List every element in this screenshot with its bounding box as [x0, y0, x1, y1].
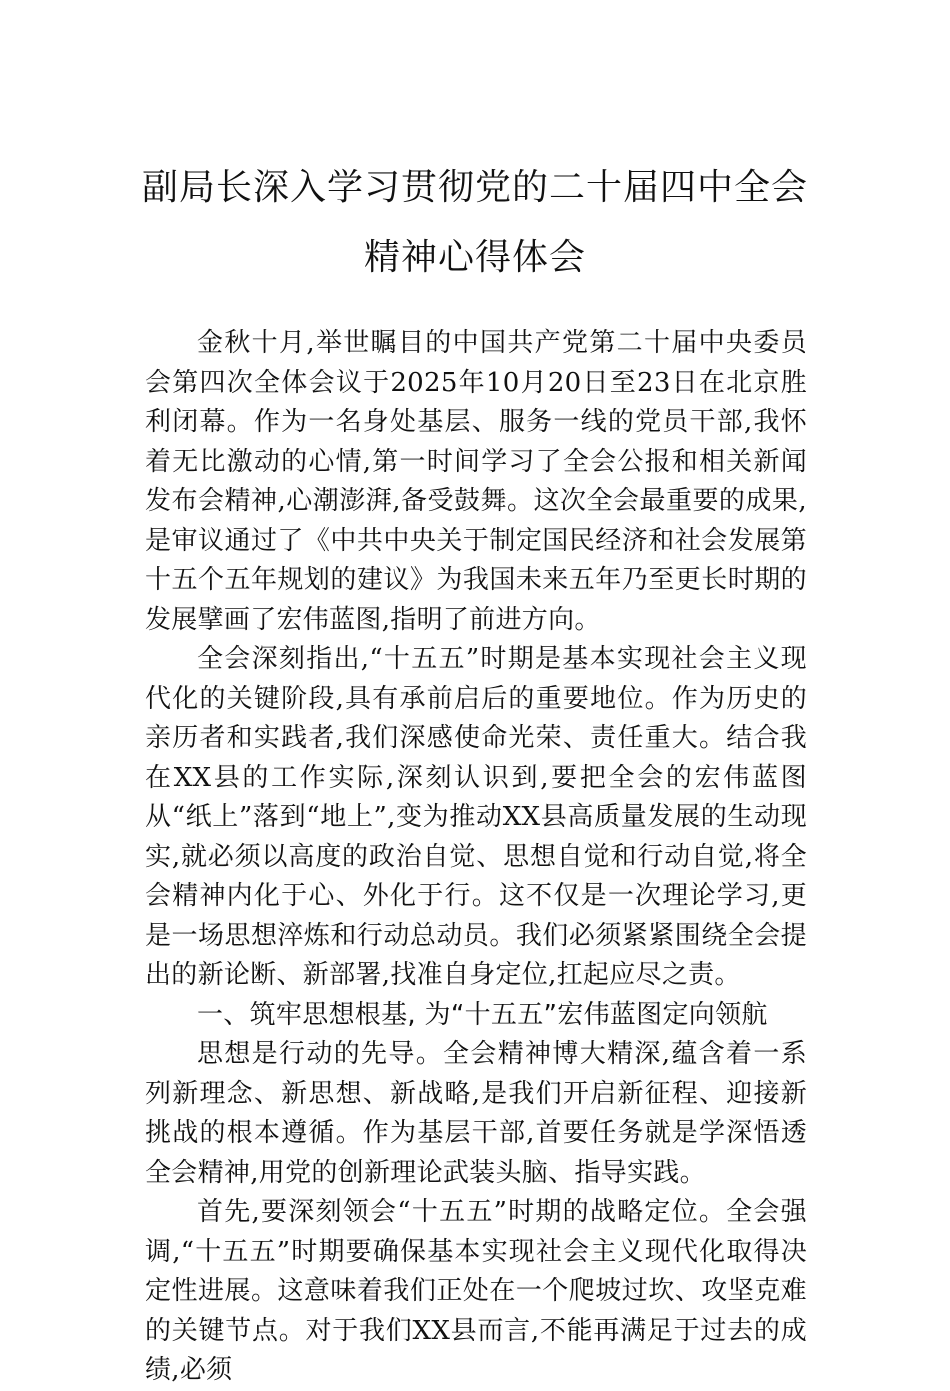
document-body: [145, 324, 807, 1391]
document-title-line-2: 精神心得体会: [363, 237, 586, 278]
paragraph-2: 全会深刻指出,“十五五”时期是基本实现社会主义现代化的关键阶段,具有承前启后的重要地位。作为历史的亲历者和实践者,我们深感使命光荣、责任重大。结合我在XX县的工作实际,深刻认识到,要把全会的宏伟蓝图从“纸上”落到“地上”,变为推动XX县高质量发展的生动现实,就必须以高度的政治自觉、思想自觉和行动自觉,将全会精神内化于心、外化于行。这不仅是一次理论学习,更是一场思想淬炼和行动总动员。我们必须紧紧围绕全会提出的新论断、新部署,找准自身定位,扛起应尽之责。: [145, 644, 807, 990]
document-title-line-1: 副局长深入学习贯彻党的二十届四中全会: [141, 167, 808, 208]
section-heading-1: 一、筑牢思想根基, 为“十五五”宏伟蓝图定向领航: [197, 999, 768, 1030]
paragraph-4: 首先,要深刻领会“十五五”时期的战略定位。全会强调,“十五五”时期要确保基本实现社会主义现代化取得决定性进展。这意味着我们正处在一个爬坡过坎、攻坚克难的关键节点。对于我们XX县而言,不能再满足于过去的成绩,必须: [145, 1197, 807, 1385]
paragraph-3: 思想是行动的先导。全会精神博大精深,蕴含着一系列新理念、新思想、新战略,是我们开启新征程、迎接新挑战的根本遵循。作为基层干部,首要任务就是学深悟透全会精神,用党的创新理论武装头脑、指导实践。: [145, 1039, 807, 1188]
paragraph-1: 金秋十月,举世瞩目的中国共产党第二十届中央委员会第四次全体会议于2025年10月20日至23日在北京胜利闭幕。作为一名身处基层、服务一线的党员干部,我怀着无比激动的心情,第一时间学习了全会公报和相关新闻发布会精神,心潮澎湃,备受鼓舞。这次全会最重要的成果,是审议通过了《中共中央关于制定国民经济和社会发展第十五个五年规划的建议》为我国未来五年乃至更长时期的发展擘画了宏伟蓝图,指明了前进方向。: [145, 328, 807, 635]
